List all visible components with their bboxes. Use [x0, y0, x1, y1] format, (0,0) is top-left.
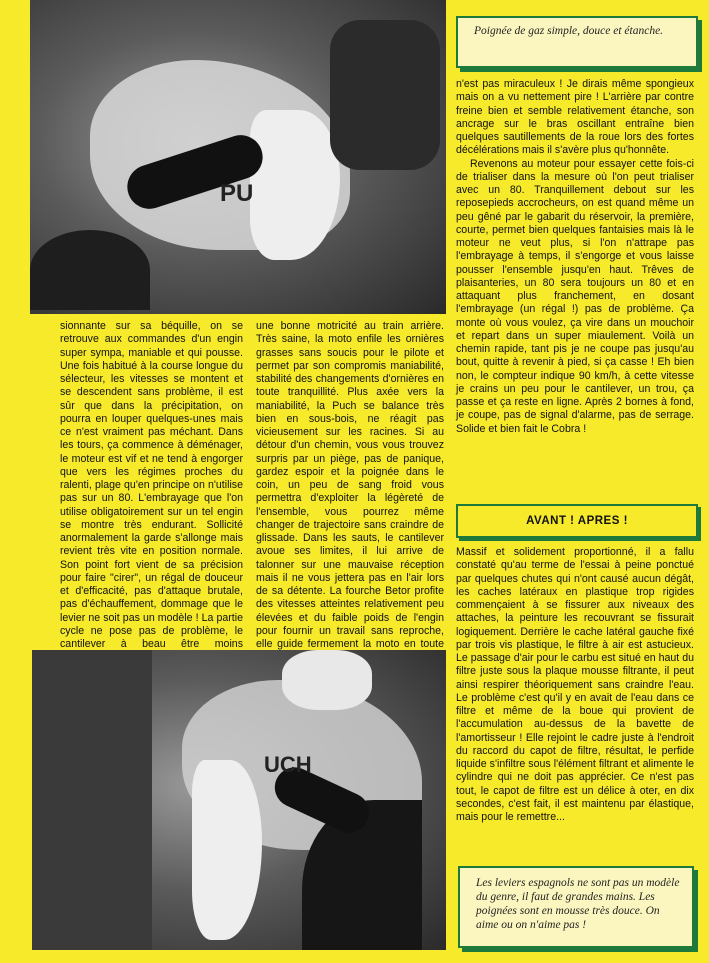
- photo-throttle-grip: [30, 0, 446, 314]
- column-3-paragraph-3: Massif et solidement proportionné, il a fallu constaté qu'au terme de l'essai à peine ponctué par quelques chutes qui n'ont causé aucun dégât, les caches latéraux en plastique trop rigides commençaient à se fissurer aux niveaux des attaches, la peinture les recouvrant se fissurait logiquement. Derrière le cache latéral gauche fixé par trois vis plastique, le filtre à air est astucieux. Le passage d'air pour le carbu est situé en haut du filtre juste sous la plaque mousse filtrante, il peut ainsi respirer théoriquement sans craindre l'eau. Le problème c'est qu'il y en avait de l'eau dans ce filtre et même de la boue qui provient de l'accumulation au-dessus de la bavette de l'amortisseur ! Elle rejoint le cadre juste à l'endroit du raccord du capot de filtre, résultat, le perfide liquide s'infiltre sous l'élément filtrant et alimente le cylindre qui ne doit pas apprécier. Ce n'est pas tout, le capot de filtre est un délice à oter, en dix secondes, c'est fait, il est maintenu par élastique, mais pour le remettre...: [456, 546, 694, 823]
- column-3-paragraph-2: Revenons au moteur pour essayer cette fois-ci de trialiser dans la mesure où l'on peut trialiser avec un 80. Tranquillement debout sur les reposepieds accrocheurs, on est quand même un peu gêné par le gabarit du réservoir, la première, courte, permet bien quelques fantaisies mais là le moteur ne veut plus, si l'on n'attrape pas l'embrayage à temps, il s'engorge et vous laisse pousser l'ensemble jusqu'en haut. Trêves de plaisanteries, un 80 sera toujours un 80 et en attaquant plus franchement, en dosant l'embrayage (un régal !) pas de problème. Ça monte où vous voulez, ça vire dans un mouchoir et repart dans un super miaulement. Voilà un chemin rapide, tant pis je ne coupe pas jusqu'au bout, quitte à revenir à pied, si ça casse ! Eh bien non, le compteur indique 90 km/h, à cette vitesse je crains un peu pour le cantilever, un trou, ça passe et ça reste en ligne. Après 2 bornes à fond, je coupe, pas de signal d'alarme, pas de serrage. Solide et bien fait le Cobra !: [456, 157, 694, 435]
- article-column-2: [256, 320, 444, 678]
- caption-box-top: [456, 16, 698, 68]
- caption-top: Poignée de gaz simple, douce et étanche.: [474, 25, 664, 37]
- section-heading: AVANT ! APRES !: [526, 515, 628, 527]
- caption-bottom: Les leviers espagnols ne sont pas un modèle du genre, il faut de grandes mains. Les poignées sont en mousse très douce. On aime ou on n'aime pas !: [476, 877, 680, 931]
- column-2-text: une bonne motricité au train arrière. Très saine, la moto enfile les ornières grasses sans soucis pour le pilote et permet par son compromis maniabilité, stabilité des changements d'ornières en toute tranquillité. Plus axée vers la maniabilité, la Puch se balance très bien en sous-bois, ne réagit pas vicieusement sur les racines. Si au détour d'un chemin, vous vous trouvez surpris par un piège, pas de panique, gardez espoir et la poignée dans le coin, un peu de sang froid vous permettra d'exploiter la légèreté de l'ensemble, vous pourrez même changer de trajectoire sans craindre de glissade. Dans les sauts, le cantilever avoue ses limites, il lui arrive de talonner sur une mauvaise réception mais il ne vous jettera pas en l'air lors de sa détente. La fourche Betor profite des vitesses atteintes relativement peu élevées et du faible poids de l'engin pour fournir un travail sans reproche, elle guide fermement la moto en toute: [256, 320, 444, 650]
- article-column-1: [60, 320, 243, 678]
- article-column-3-continued: [456, 546, 694, 824]
- photo-badge-bottom: UCH: [264, 752, 312, 777]
- column-3-paragraph-1: n'est pas miraculeux ! Je dirais même spongieux mais on a vu nettement pire ! L'arrière par contre freine bien et semble relativement étanche, son ancrage sur le bras oscillant entraîne bien quelques sautillements de la roue lors des fortes décélérations mais il s'avère plus qu'honnête.: [456, 78, 694, 157]
- photo-brake-lever: [32, 650, 446, 950]
- section-heading-box: [456, 504, 698, 538]
- column-1-text: sionnante sur sa béquille, on se retrouve aux commandes d'un engin super sympa, maniable et qui pousse. Une fois habitué à la course longue du sélecteur, les vitesses se montent et se descendent sans problème, il est sûr que dans la précipitation, on pourra en louper quelques-unes mais ce n'est vraiment pas méchant. Dans les tours, ça commence à déménager, le moteur est vif et ne tend à engorger que vers les régimes proches du ralenti, plage qu'en principe on n'utilise pas sur un 80. L'embrayage que l'on utilise obligatoirement sur un tel engin se montre très endurant. Sollicité anormalement la garde s'allonge mais revient très vite en position normale. Son point fort vient de sa précision pour faire "cirer", un régal de douceur et d'efficacité, pas d'attaque brutale, pas d'échauffement, dommage que le levier ne soit pas un modèle ! La partie cycle ne pose pas de problème, le cantilever à beau être moins: [60, 320, 243, 650]
- article-column-3: [456, 78, 694, 436]
- photo-badge-top: PU: [220, 180, 254, 207]
- caption-box-bottom: [458, 866, 694, 948]
